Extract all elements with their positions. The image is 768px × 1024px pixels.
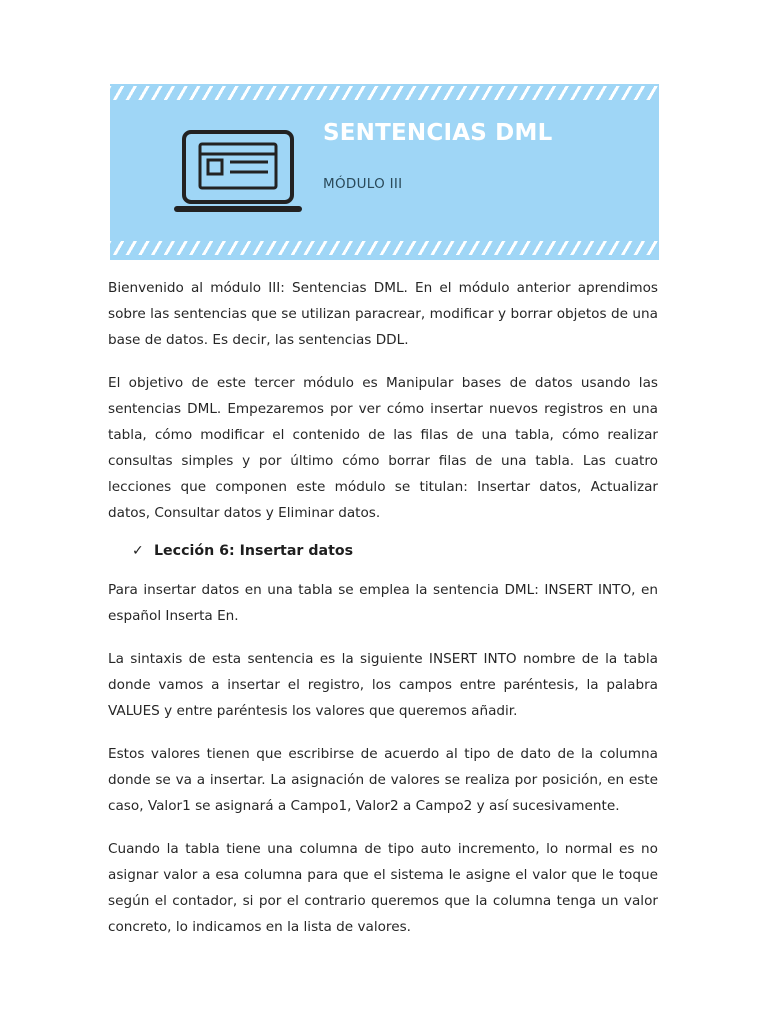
module-banner [110,84,659,260]
banner-stripes-bottom [110,241,659,255]
laptop-icon [172,128,304,218]
insert-intro-paragraph: Para insertar datos en una tabla se emplea la sentencia DML: INSERT INTO, en español Inserta En. [108,582,658,624]
check-icon: ✓ [132,543,144,559]
banner-title: SENTENCIAS DML [323,120,553,146]
document-body [108,275,658,957]
banner-subtitle: MÓDULO III [323,176,403,192]
syntax-paragraph: La sintaxis de esta sentencia es la siguiente INSERT INTO nombre de la tabla donde vamos a insertar el registro, los campos entre paréntesis, la palabra VALUES y entre paréntesis los valores que queremos añadir. [108,651,658,719]
intro-paragraph: Bienvenido al módulo III: Sentencias DML. En el módulo anterior aprendimos sobre las sentencias que se utilizan paracrear, modificar y borrar objetos de una base de datos. Es decir, las sentencias DDL. [108,280,658,348]
lesson-title: Lección 6: Insertar datos [154,543,354,559]
lesson-heading [132,537,658,565]
objective-paragraph: El objetivo de este tercer módulo es Manipular bases de datos usando las sentencias DML. Empezaremos por ver cómo insertar nuevos registros en una tabla, cómo modificar el contenido de las filas de una tabla, cómo realizar consultas simples y por último cómo borrar filas de una tabla. Las cuatro lecciones que componen este módulo se titulan: Insertar datos, Actualizar datos, Consultar datos y Eliminar datos. [108,375,658,521]
values-paragraph: Estos valores tienen que escribirse de acuerdo al tipo de dato de la columna donde se va a insertar. La asignación de valores se realiza por posición, en este caso, Valor1 se asignará a Campo1, Valor2 a Campo2 y así sucesivamente. [108,746,658,814]
banner-stripes-top [110,86,659,100]
autoincrement-paragraph: Cuando la tabla tiene una columna de tipo auto incremento, lo normal es no asignar valor a esa columna para que el sistema le asigne el valor que le toque según el contador, si por el contrario queremos que la columna tenga un valor concreto, lo indicamos en la lista de valores. [108,841,658,935]
